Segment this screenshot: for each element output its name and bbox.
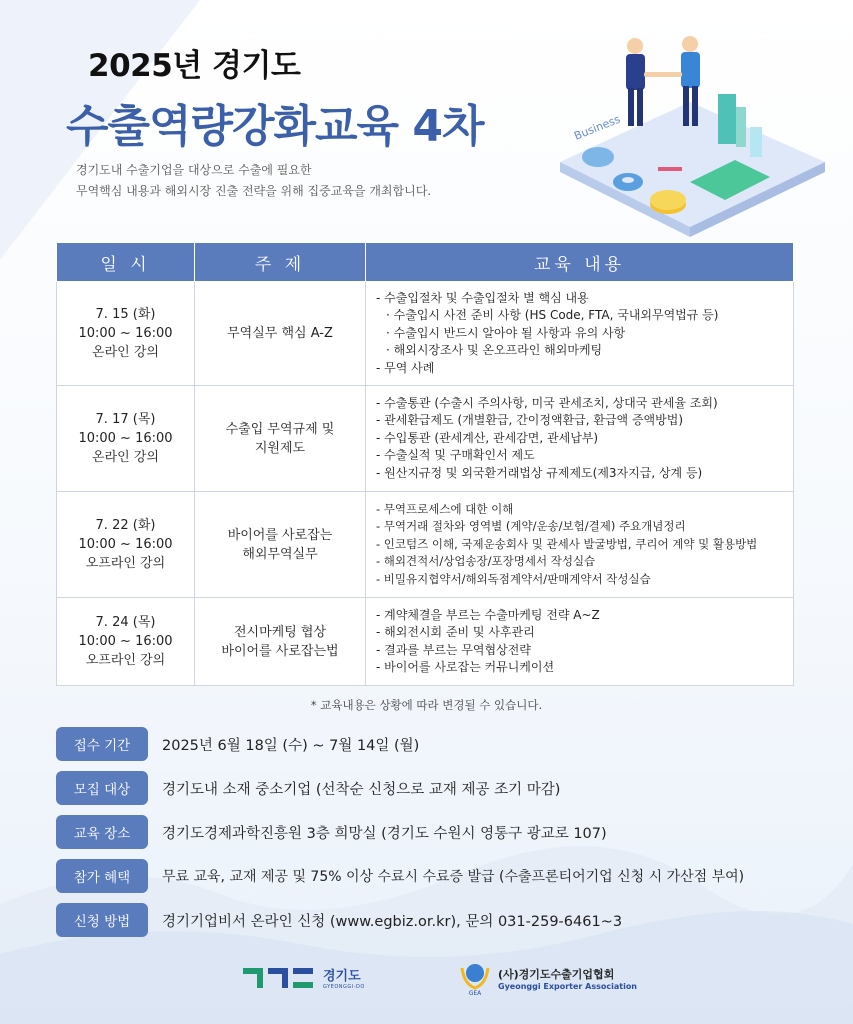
topic-text: 해외무역실무 (242, 546, 318, 562)
content-line: - 무역프로세스에 대한 이해 (376, 501, 514, 516)
header-content: 교육 내용 (366, 243, 794, 282)
content-line: · 수출입시 반드시 알아야 될 사항과 유의 사항 (386, 325, 626, 340)
content-cell (366, 492, 794, 598)
topic-text: 바이어를 사로잡는법 (221, 643, 339, 659)
content-line: - 인코텀즈 이해, 국제운송회사 및 관세사 발굴방법, 쿠리어 계약 및 활용방법 (376, 536, 758, 551)
content-line: · 해외시장조사 및 온오프라인 해외마케팅 (386, 343, 603, 358)
content-line: - 무역거래 절차와 영역별 (계약/운송/보험/결제) 주요개념정리 (376, 519, 686, 534)
info-value: 경기도내 소재 중소기업 (선착순 신청으로 교재 제공 조기 마감) (162, 781, 561, 798)
association-abbr: GEA (468, 990, 482, 996)
info-label: 신청 방법 (56, 903, 148, 937)
date-cell (57, 386, 195, 492)
content-line: - 비밀유지협약서/해외독점계약서/판매계약서 작성실습 (376, 571, 651, 586)
info-row-apply (56, 902, 622, 938)
year-title: 2025년 경기도 (88, 48, 301, 84)
content-line: - 수출실적 및 구매확인서 제도 (376, 448, 535, 463)
change-notice: * 교육내용은 상황에 따라 변경될 수 있습니다. (310, 698, 543, 712)
content-line: - 관세환급제도 (개별환급, 간이정액환급, 환급액 증액방법) (376, 413, 684, 428)
table-row (57, 282, 794, 386)
content-cell (366, 386, 794, 492)
association-name: (사)경기도수출기업협회 (498, 967, 615, 981)
topic-cell (195, 282, 366, 386)
info-label: 참가 혜택 (56, 859, 148, 893)
intro-line: 경기도내 수출기업을 대상으로 수출에 필요한 (76, 163, 312, 177)
gyeonggi-logo (243, 965, 365, 990)
mode-text: 온라인 강의 (92, 345, 159, 360)
topic-cell (195, 386, 366, 492)
info-value: 무료 교육, 교재 제공 및 75% 이상 수료시 수료증 발급 (수출프론티어기업 신청 시 가산점 부여) (162, 869, 745, 885)
date-cell (57, 492, 195, 598)
date-cell (57, 282, 195, 386)
business-handshake-illustration (540, 32, 830, 247)
content-cell (366, 598, 794, 686)
content-line: - 해외견적서/상업송장/포장명세서 작성실습 (376, 554, 596, 569)
gyeonggi-en: GYEONGGI-DO (323, 984, 365, 990)
info-row-target (56, 770, 560, 806)
intro-line: 무역핵심 내용과 해외시장 진출 전략을 위해 집중교육을 개최합니다. (76, 184, 432, 198)
topic-text: 수출입 무역규제 및 (225, 421, 335, 437)
content-line: · 수출입시 사전 준비 사항 (HS Code, FTA, 국내외무역법규 등) (386, 308, 719, 323)
date-cell (57, 598, 195, 686)
info-row-venue (56, 814, 607, 850)
content-line: - 원산지규정 및 외국환거래법상 규제제도(제3자지급, 상계 등) (376, 465, 703, 480)
content-line: - 바이어를 사로잡는 커뮤니케이션 (376, 660, 555, 674)
content-line: - 해외전시회 준비 및 사후관리 (376, 625, 535, 639)
info-value: 2025년 6월 18일 (수) ~ 7월 14일 (월) (162, 737, 420, 754)
content-line: - 무역 사례 (376, 360, 435, 375)
gyeonggi-mark-icon (243, 966, 315, 990)
date-text: 7. 24 (목) (95, 615, 156, 630)
association-logo (458, 960, 637, 996)
content-line: - 수출통관 (수출시 주의사항, 미국 관세조치, 상대국 관세율 조회) (376, 395, 718, 410)
info-label: 모집 대상 (56, 771, 148, 805)
content-line: - 수입통관 (관세계산, 관세감면, 관세납부) (376, 430, 599, 445)
topic-text: 바이어를 사로잡는 (227, 527, 333, 543)
time-text: 10:00 ~ 16:00 (78, 326, 173, 341)
mode-text: 온라인 강의 (92, 450, 159, 465)
topic-cell (195, 598, 366, 686)
time-text: 10:00 ~ 16:00 (78, 431, 173, 446)
content-line: - 결과를 부르는 무역협상전략 (376, 642, 531, 657)
table-row (57, 598, 794, 686)
info-value: 경기기업비서 온라인 신청 (www.egbiz.or.kr), 문의 031-259-6461~3 (162, 913, 623, 930)
content-cell (366, 282, 794, 386)
time-text: 10:00 ~ 16:00 (78, 634, 173, 649)
illustration-word: Business (572, 112, 623, 143)
table-row (57, 492, 794, 598)
table-header-row (57, 243, 794, 282)
gyeonggi-name: 경기도 (323, 969, 361, 984)
globe-laurel-icon (458, 960, 492, 996)
topic-text: 전시마케팅 협상 (233, 624, 327, 640)
topic-text: 지원제도 (254, 440, 306, 456)
topic-text: 무역실무 핵심 A-Z (227, 326, 333, 341)
info-label: 교육 장소 (56, 815, 148, 849)
date-text: 7. 17 (목) (95, 412, 156, 427)
main-title: 수출역량강화교육 4차 (66, 101, 484, 152)
time-text: 10:00 ~ 16:00 (78, 537, 173, 552)
intro-text (76, 160, 431, 202)
info-label: 접수 기간 (56, 727, 148, 761)
table-row (57, 386, 794, 492)
content-line: - 수출입절차 및 수출입절차 별 핵심 내용 (376, 290, 589, 305)
mode-text: 오프라인 강의 (85, 653, 166, 668)
schedule-table (56, 242, 794, 686)
association-en: Gyeonggi Exporter Association (498, 981, 638, 991)
content-line: - 계약체결을 부르는 수출마케팅 전략 A~Z (376, 607, 600, 622)
mode-text: 오프라인 강의 (85, 556, 166, 571)
date-text: 7. 15 (화) (95, 307, 156, 322)
date-text: 7. 22 (화) (95, 518, 156, 533)
info-row-benefits (56, 858, 744, 894)
header-topic: 주 제 (195, 243, 366, 282)
topic-cell (195, 492, 366, 598)
info-value: 경기도경제과학진흥원 3층 희망실 (경기도 수원시 영통구 광교로 107) (162, 825, 607, 842)
info-row-period (56, 726, 419, 762)
header-date: 일 시 (57, 243, 195, 282)
